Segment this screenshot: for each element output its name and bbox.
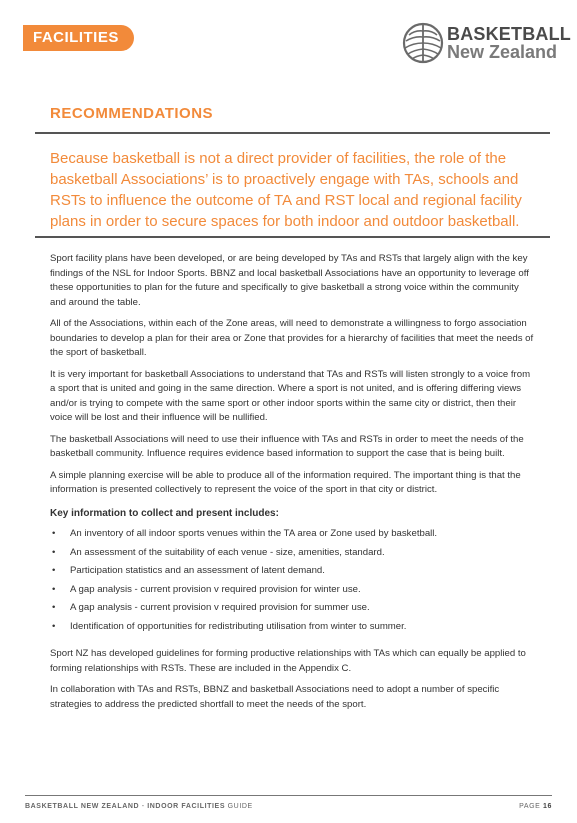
list-item-text: Participation statistics and an assessment of latent demand. bbox=[70, 565, 325, 576]
footer-title bbox=[25, 803, 253, 810]
list-item-text: A gap analysis - current provision v required provision for winter use. bbox=[70, 583, 361, 595]
footer-separator: - bbox=[139, 803, 148, 810]
divider-lead bbox=[35, 236, 550, 238]
footer-org: BASKETBALL NEW ZEALAND bbox=[25, 803, 140, 810]
logo-wordmark-line1: BASKETBALL bbox=[447, 24, 571, 44]
footer-divider bbox=[25, 795, 552, 796]
key-info-title: Key information to collect and present includes: bbox=[50, 507, 279, 519]
body-paragraph: A simple planning exercise will be able to produce all of the information required. The important thing is that the information is presented collectively to represent the voice of the sport in that city or district. bbox=[50, 469, 521, 495]
list-item bbox=[50, 620, 535, 635]
list-item-text: An assessment of the suitability of each venue - size, amenities, standard. bbox=[70, 546, 385, 558]
list-item-text: An inventory of all indoor sports venues within the TA area or Zone used by basketball. bbox=[70, 528, 438, 539]
list-item bbox=[50, 546, 535, 561]
list-item bbox=[50, 601, 535, 616]
body-paragraph: All of the Associations, within each of the Zone areas, will need to demonstrate a willingness to forgo association boundaries to develop a plan for their area or Zone that provides for a hierarchy of facilities that meet the needs of the sport of basketball. bbox=[50, 318, 534, 358]
key-info-list bbox=[50, 527, 535, 634]
divider-top bbox=[35, 132, 550, 134]
list-item-text: Identification of opportunities for redistributing utilisation from winter to summer. bbox=[70, 620, 407, 632]
brand-logo bbox=[401, 21, 571, 69]
bullet-icon: • bbox=[52, 620, 56, 632]
list-item-text: A gap analysis - current provision v required provision for summer use. bbox=[70, 602, 370, 613]
page-indicator bbox=[519, 803, 552, 810]
footer-guide-suffix: GUIDE bbox=[225, 803, 253, 810]
section-tab: FACILITIES bbox=[23, 25, 134, 51]
footer-guide-name: INDOOR FACILITIES bbox=[147, 803, 226, 810]
bullet-icon: • bbox=[52, 565, 56, 576]
logo-wordmark-line2: New Zealand bbox=[447, 42, 558, 62]
body-text bbox=[50, 252, 535, 719]
list-item bbox=[50, 564, 535, 579]
body-paragraph: Sport facility plans have been developed, or are being developed by TAs and RSTs that largely align with the key findings of the NSL for Indoor Sports. BBNZ and local basketball Associations have an opportunity to leverage off these opportunities to plan for the future and specifically to give basketball a strong voice within the community and around the table. bbox=[50, 253, 529, 308]
closing-paragraph: In collaboration with TAs and RSTs, BBNZ and basketball Associations need to adopt a number of specific strategies to address the predicted shortfall to meet the needs of the sport. bbox=[50, 684, 500, 710]
page-label: PAGE bbox=[519, 803, 543, 810]
list-item bbox=[50, 527, 535, 542]
bullet-icon: • bbox=[52, 528, 56, 539]
body-paragraph: The basketball Associations will need to use their influence with TAs and RSTs in order to meet the needs of the basketball community. Influence requires evidence based information to support the case that is being built. bbox=[50, 433, 524, 459]
bullet-icon: • bbox=[52, 583, 56, 595]
closing-paragraph: Sport NZ has developed guidelines for forming productive relationships with TAs which can equally be applied to forming relationships with RSTs. These are included in the Appendix C. bbox=[50, 648, 526, 674]
list-item bbox=[50, 583, 535, 598]
fern-basketball-icon bbox=[401, 21, 445, 65]
bullet-icon: • bbox=[52, 546, 56, 558]
body-paragraph: It is very important for basketball Associations to understand that TAs and RSTs will listen strongly to a voice from a sport that is united and going in the same direction. Where a sport is not united, and is offering differing views and/or is trying to compete with the same sport or other indoor sports within the same city or district, then their voice will be lost and their influence will be nullified. bbox=[50, 368, 531, 423]
section-heading: RECOMMENDATIONS bbox=[50, 105, 214, 122]
page-number: 16 bbox=[543, 803, 552, 810]
bullet-icon: • bbox=[52, 602, 56, 613]
lead-statement: Because basketball is not a direct provider of facilities, the role of the basketball Associations’ is to proactively engage with TAs, schools and RSTs to influence the outcome of TA and RST local and regional facility plans in order to secure spaces for both indoor and outdoor basketball. bbox=[50, 150, 522, 230]
